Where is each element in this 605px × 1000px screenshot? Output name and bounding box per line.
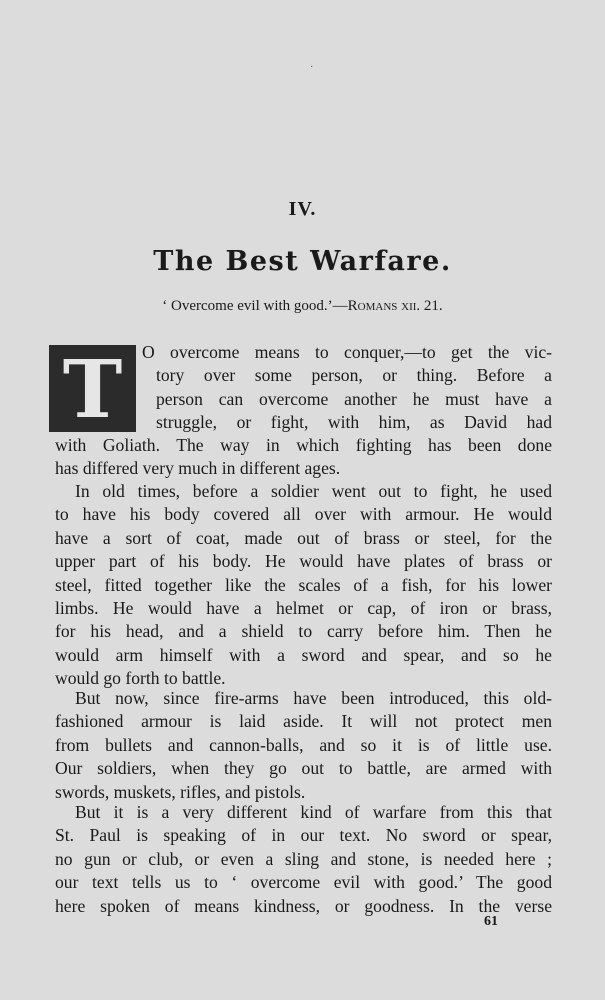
text-line: struggle, or fight, with him, as David had bbox=[156, 412, 552, 433]
text-line: Our soldiers, when they go out to battle, are armed with bbox=[55, 758, 552, 779]
paragraph-1-opening bbox=[142, 341, 552, 435]
text-line: O overcome means to conquer,—to get the vic- bbox=[142, 342, 552, 362]
page-number: 61 bbox=[484, 914, 498, 929]
text-line: would go forth to battle. bbox=[55, 668, 226, 689]
chapter-title: The Best Warfare. bbox=[153, 246, 452, 277]
text-line: But now, since fire-arms have been introduced, this old- bbox=[75, 688, 552, 708]
text-line: tory over some person, or thing. Before a bbox=[156, 365, 552, 386]
text-line: for his head, and a shield to carry before him. Then he bbox=[55, 621, 552, 642]
text-line: steel, fitted together like the scales of a fish, for his lower bbox=[55, 574, 552, 595]
text-line: In old times, before a soldier went out to fight, he used bbox=[75, 481, 552, 501]
paragraph-1-rest bbox=[55, 434, 552, 481]
epigraph bbox=[0, 298, 605, 315]
text-line: person can overcome another he must have a bbox=[156, 388, 552, 409]
text-line: swords, muskets, rifles, and pistols. bbox=[55, 781, 306, 802]
print-mark: · bbox=[310, 62, 314, 73]
text-line: limbs. He would have a helmet or cap, of iron or brass, bbox=[55, 597, 552, 618]
text-line: would arm himself with a sword and spear, and so he bbox=[55, 644, 552, 665]
text-line: no gun or club, or even a sling and stone, is needed here ; bbox=[55, 848, 552, 869]
text-line: have a sort of coat, made out of brass or steel, for the bbox=[55, 527, 552, 548]
text-line: fashioned armour is laid aside. It will not protect men bbox=[55, 711, 552, 732]
epigraph-quote: ‘ Overcome evil with good.’— bbox=[162, 298, 348, 314]
text-line: with Goliath. The way in which fighting has been done bbox=[55, 435, 552, 455]
epigraph-reference: Romans xii. 21. bbox=[347, 298, 443, 314]
paragraph-4 bbox=[55, 801, 552, 918]
paragraph-2 bbox=[55, 480, 552, 691]
text-line: upper part of his body. He would have plates of brass or bbox=[55, 551, 552, 572]
text-line: here spoken of means kindness, or goodness. In the verse bbox=[55, 895, 552, 916]
drop-cap-letter: T bbox=[62, 341, 123, 436]
text-line: our text tells us to ‘ overcome evil with good.’ The good bbox=[55, 872, 552, 893]
paragraph-3 bbox=[55, 687, 552, 804]
chapter-number: IV. bbox=[288, 198, 317, 220]
text-line: to have his body covered all over with armour. He would bbox=[55, 504, 552, 525]
text-line: St. Paul is speaking of in our text. No sword or spear, bbox=[55, 825, 552, 846]
drop-cap bbox=[49, 341, 136, 436]
text-line: But it is a very different kind of warfare from this that bbox=[75, 802, 552, 822]
text-line: from bullets and cannon-balls, and so it is of little use. bbox=[55, 734, 552, 755]
text-line: has differed very much in different ages. bbox=[55, 458, 341, 479]
